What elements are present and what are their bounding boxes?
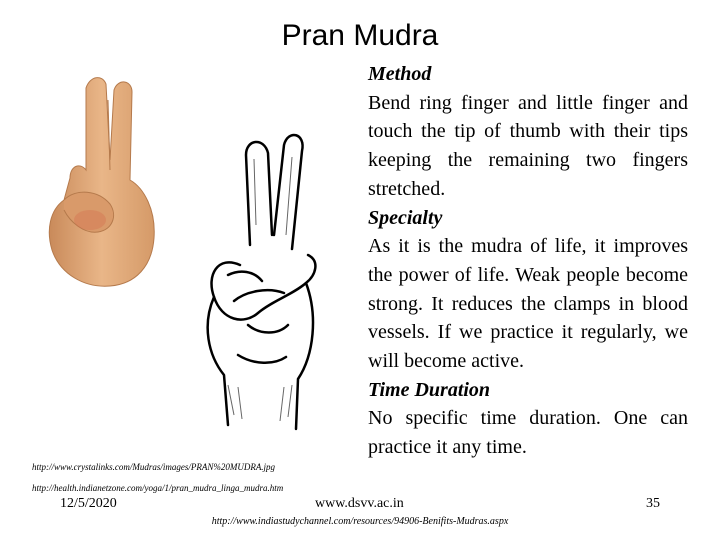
- image-source-link-2[interactable]: http://health.indianetzone.com/yoga/1/pran_mudra_linga_mudra.htm: [32, 483, 284, 493]
- method-text: Bend ring finger and little finger and touch the tip of thumb with their tips keeping the remaining two fingers stretched.: [368, 91, 688, 200]
- hand-sketch-drawing: [188, 125, 348, 435]
- duration-text: No specific time duration. One can practice it any time.: [368, 407, 688, 459]
- page-number: 35: [646, 496, 660, 511]
- hand-photo: [40, 70, 160, 288]
- footer-site: www.dsvv.ac.in: [315, 496, 404, 511]
- footer-date: 12/5/2020: [60, 496, 117, 511]
- specialty-heading: Specialty: [368, 206, 443, 229]
- slide-title: Pran Mudra: [281, 19, 439, 52]
- method-heading: Method: [368, 63, 432, 85]
- image-source-link-1[interactable]: http://www.crystalinks.com/Mudras/images/PRAN%20MUDRA.jpg: [32, 462, 276, 472]
- footer-reference-link[interactable]: http://www.indiastudychannel.com/resources/94906-Benifits-Mudras.aspx: [211, 516, 509, 527]
- slide-body: [368, 60, 688, 462]
- specialty-text: As it is the mudra of life, it improves the power of life. Weak people become strong. It reduces the clamps in blood vessels. If we practice it regularly, we will become active.: [368, 235, 688, 373]
- duration-heading: Time Duration: [368, 378, 491, 401]
